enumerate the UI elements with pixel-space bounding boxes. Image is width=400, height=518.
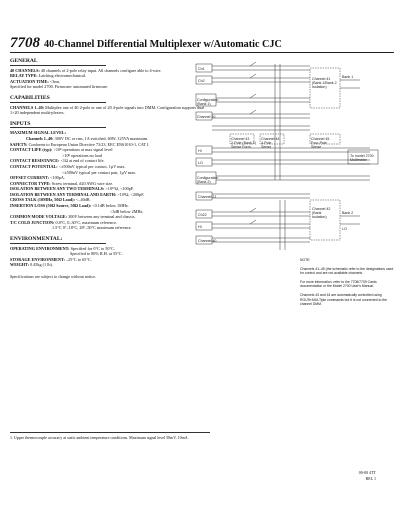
diagram-label-mainout: To model 2700 Multimeter (350, 154, 374, 162)
diagram-label-ch2: Ch2 (198, 79, 205, 83)
section-heading: ENVIRONMENTAL: (10, 236, 106, 244)
schematic-diagram (190, 60, 385, 266)
diagram-label-bank2: Bank 2 (342, 211, 354, 215)
spec-line: STORAGE ENVIRONMENT: –25°C to 65°C. (10, 256, 92, 262)
diagram-label-ch40: Channel 40 (198, 239, 217, 243)
diagram-label-sense-hi: HI (198, 225, 202, 229)
spec-line: Specified to 80% R.H. at 35°C. (70, 251, 123, 257)
diagram-label-isol-b: Channel 42 (Bank Isolation) (312, 207, 331, 219)
spec-line: ISOLATION BETWEEN ANY TERMINAL AND EARTH: >10⁹Ω, <200pF. (10, 191, 145, 197)
page-title (10, 34, 394, 52)
section-inputs (10, 121, 210, 231)
model-number: 7708 (10, 35, 40, 51)
notes-p3: Channels 43 and 44 are automatically controlled using ROUTe:MULTiple commands but it is not connected to the channel DMM. (300, 292, 388, 307)
page-reference (359, 470, 376, 482)
notes-heading: NOTE: (300, 258, 311, 262)
page-ref-line2: REL 1 (365, 476, 376, 481)
diagram-label-ch45: Channel 45 Four-Pole Sense (311, 137, 330, 149)
spec-line: RELAY TYPE: Latching electromechanical. (10, 73, 87, 79)
spec-line: CONTACT LIFE (typ): >10⁸ operations at max signal level (10, 147, 113, 153)
section-general (10, 58, 210, 90)
notes-p2: For more information, refer to the 7708/7709 Cards documentation or the Model 2700 User's Manual. (300, 279, 377, 289)
spec-line: T/C COLD JUNCTION: 0.8°C, 0–30°C, maximum reference. (10, 219, 117, 225)
spec-line: 1.5°C 0°–18°C, 28°–50°C maximum reference. (52, 225, 132, 231)
spec-line: <3dB below 2MHz. (110, 208, 144, 214)
spec-line: CONNECTOR TYPE: Screw terminal, #20 AWG wire size. (10, 180, 114, 186)
section-environmental (10, 236, 210, 268)
title-rule (10, 52, 394, 53)
footnote: 1. Upper thermocouple accuracy at static ambient temperature conditions. Maximum signal level 50mV, 10mA. (10, 432, 210, 440)
diagram-label-ch43: Channel 43 2-Pole (Bank 1) Sense Form (231, 137, 256, 149)
closing-note: Specifications are subject to change without notice. (10, 274, 97, 279)
spec-line: INSERTION LOSS (50Ω Source, 50Ω Load): <0.1dB below 1MHz. (10, 203, 129, 209)
section-heading: CAPABILITIES (10, 95, 106, 103)
spec-line: CHANNELS 1–40: Multiplex one of 40 2-pole or one of 20 4-pole signals into DMM. Configuration supports dual 1×20 independent multi-plexers. (10, 104, 205, 116)
diagram-notes (300, 258, 396, 311)
spec-line: Specified for model 2700. Firmware: automated firmware. (10, 84, 109, 90)
spec-line: 40 CHANNELS: 40 channels of 2-pole relay input. All channels configure able to 4-wire. (10, 67, 162, 73)
diagram-label-lo: LO (198, 161, 203, 165)
diagram-label-ch1: Ch1 (198, 67, 205, 71)
diagram-label-isol-a: Channel 41 (Bank 1/Bank 2 Isolation) (312, 77, 337, 89)
spec-line: CONTACT RESISTANCE: <1Ω at end of contact life. (10, 158, 105, 164)
spec-line: ISOLATION BETWEEN ANY TWO TERMINALS: >10¹⁰Ω, <100pF. (10, 186, 134, 192)
spec-line: Channels 1–40: 300V DC or rms, 1A switched, 60W, 125VA maximum. (26, 135, 149, 141)
diagram-label-config-b: Configuration (Bank 2) (197, 176, 219, 184)
section-heading: INPUTS (10, 121, 106, 129)
spec-line: CROSS TALK (10MHz, 50Ω Load): <–40dB. (10, 197, 91, 203)
spec-line: CONTACT POTENTIAL: <±500nV typical per contact, 1µV max. (10, 163, 126, 169)
spec-line: OFFSET CURRENT: <100pA. (10, 175, 65, 181)
spec-line: SAFETY: Conforms to European Union Directive 73/23, EEC EN61010-1, CAT I. (10, 141, 150, 147)
spec-line: >10⁸ operations no load (62, 152, 102, 158)
section-capabilities (10, 95, 210, 116)
spec-line: OPERATING ENVIRONMENT: Specified for 0°C to 50°C. (10, 245, 115, 251)
page-ref-line1: 00-00 4TT (358, 470, 376, 475)
diagram-label-config-a: Configuration (Bank 1) (197, 98, 219, 106)
notes-p1: Channels 41–45 (the schematic refer to the designations used for control and are not available channels. (300, 266, 394, 276)
title-text: 40-Channel Differential Multiplexer w/Automatic CJC (44, 39, 282, 50)
diagram-label-ch20: Channel 20 (197, 115, 216, 119)
spec-column (10, 58, 210, 280)
diagram-label-ch44: Channel 44 4-Pole Sense (261, 137, 280, 149)
spec-line: <±500nV typical per contact pair, 1µV max. (62, 169, 137, 175)
diagram-label-ch22: Ch22 (198, 213, 207, 217)
diagram-label-hi: HI (198, 149, 202, 153)
diagram-label-ch21: Channel 21 (198, 195, 217, 199)
diagram-label-sense-lo: LO (342, 227, 347, 231)
spec-line: ACTUATION TIME: <3ms. (10, 78, 61, 84)
section-heading: GENERAL (10, 58, 106, 66)
spec-line: WEIGHT: 0.45kg (1 lb). (10, 262, 53, 268)
diagram-label-bank1: Bank 1 (342, 75, 354, 79)
spec-line: MAXIMUM SIGNAL LEVEL: (10, 130, 67, 136)
spec-line: COMMON MODE VOLTAGE: 300V between any terminal and chassis. (10, 214, 136, 220)
